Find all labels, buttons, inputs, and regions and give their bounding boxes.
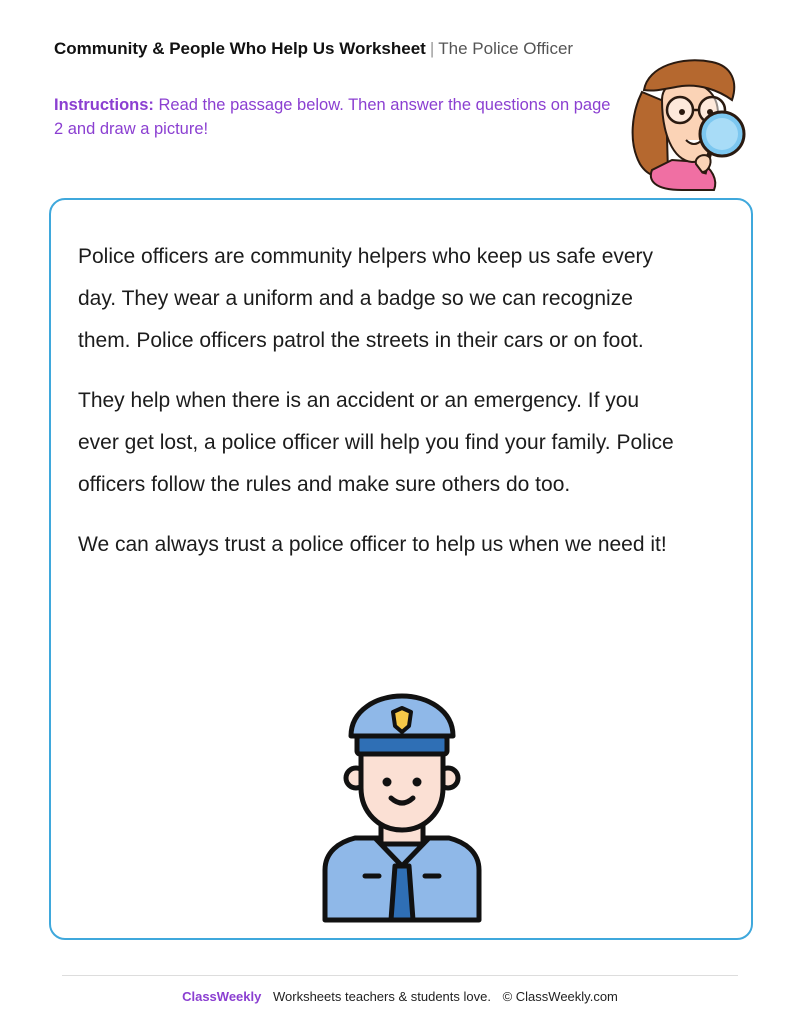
passage-paragraph-3: We can always trust a police officer to help us when we need it! [78, 533, 667, 556]
footer-divider [62, 975, 738, 976]
footer [0, 989, 800, 1004]
instructions-label: Instructions: [54, 96, 154, 114]
footer-tagline: Worksheets teachers & students love. [272, 989, 491, 1004]
passage-paragraph-2: They help when there is an accident or an emergency. If you ever get lost, a police officer will help you find your family. Police officers follow the rules and make sure others do too. [78, 389, 674, 496]
instructions-text: Read the passage below. Then answer the questions on page 2 and draw a picture! [54, 96, 611, 138]
passage-paragraph-1: Police officers are community helpers who keep us safe every day. They wear a uniform and a badge so we can recognize them. Police officers patrol the streets in their cars or on foot. [78, 245, 654, 352]
reading-passage-box [49, 198, 753, 940]
footer-brand: ClassWeekly [182, 989, 262, 1004]
teacher-with-magnifying-glass-icon [622, 52, 752, 192]
police-officer-icon [319, 690, 485, 924]
instructions [54, 93, 614, 141]
footer-copyright: © ClassWeekly.com [502, 989, 618, 1004]
page-subtitle: The Police Officer [438, 39, 574, 58]
reading-passage [78, 236, 678, 584]
page-title: Community & People Who Help Us Worksheet [54, 39, 426, 58]
title-separator: | [429, 39, 435, 58]
worksheet-header [54, 38, 573, 60]
